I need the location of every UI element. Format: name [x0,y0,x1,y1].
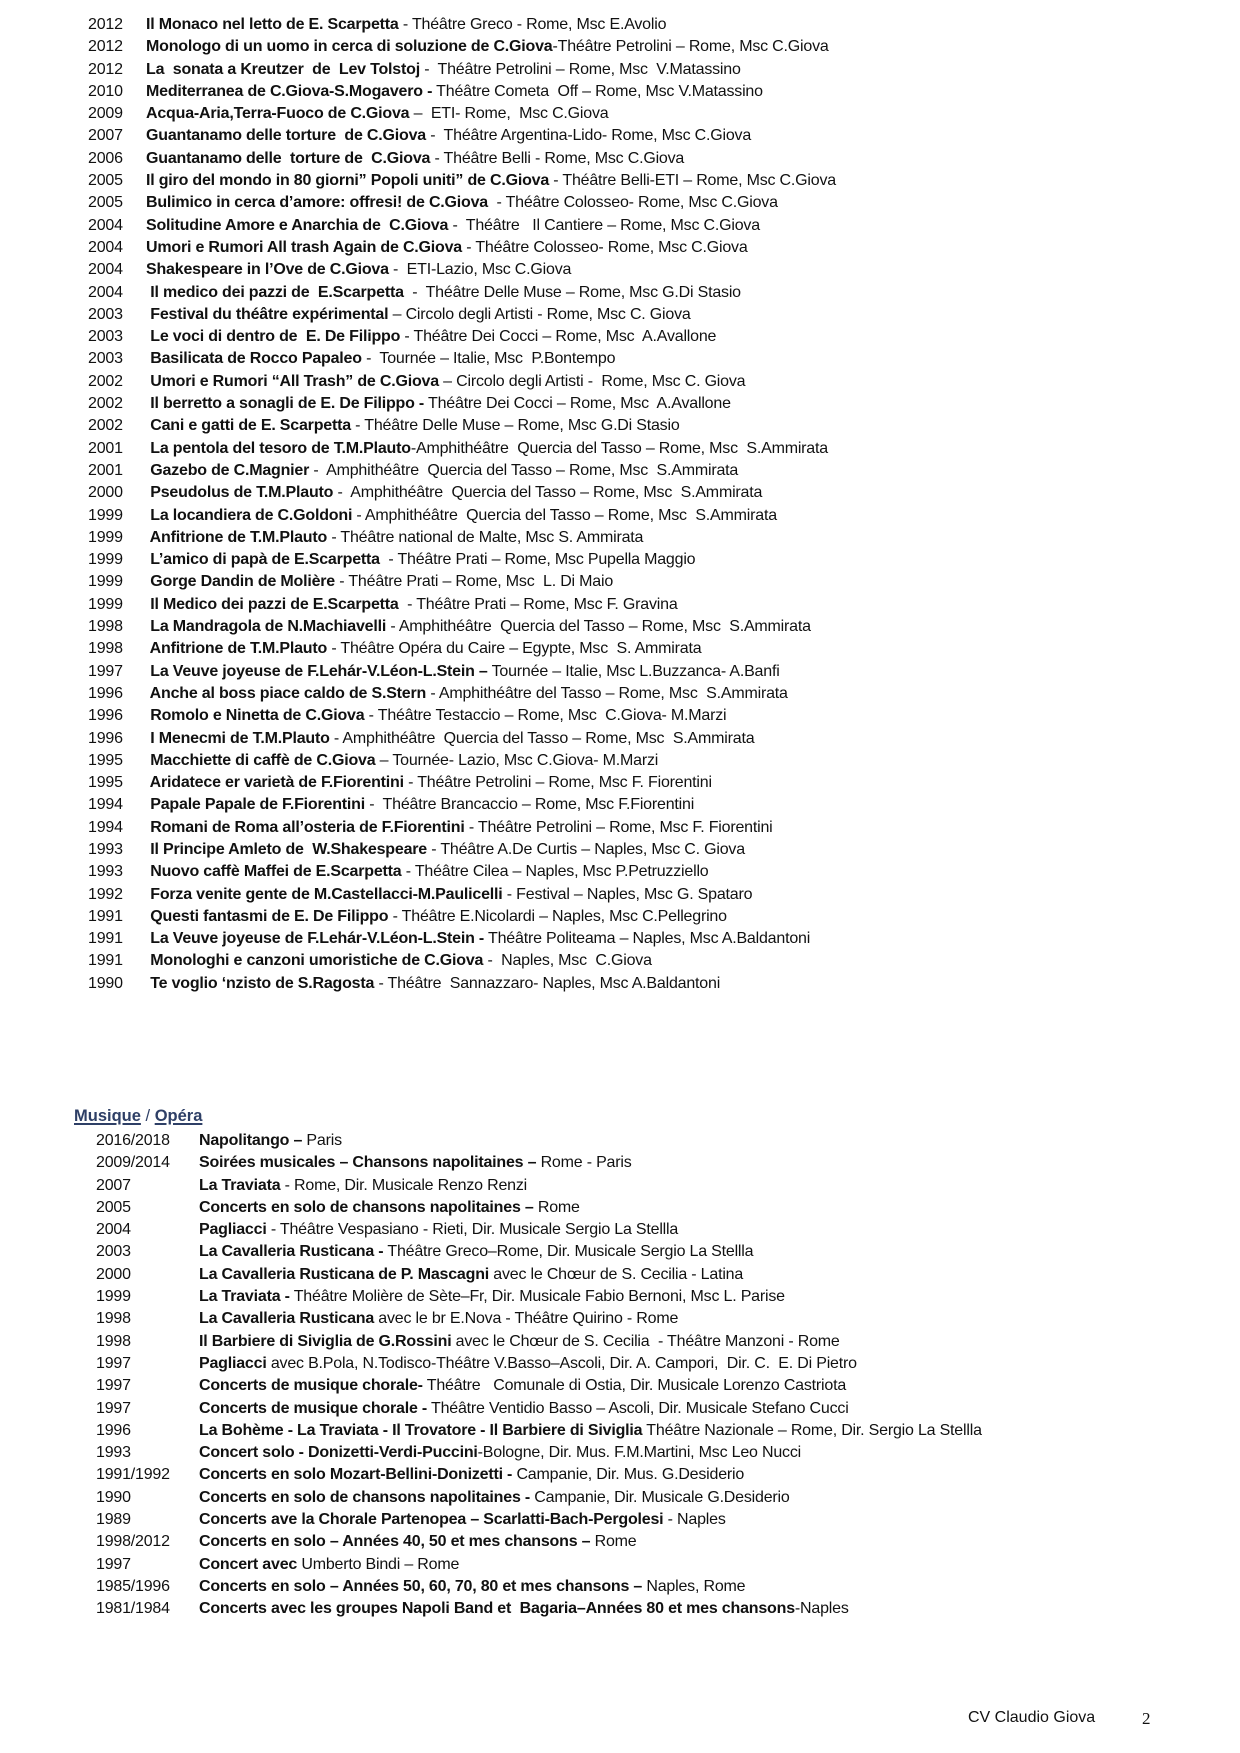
entry-details: - Théâtre Vespasiano - Rieti, Dir. Musicale Sergio La Stellla [266,1221,679,1239]
entry-title: Umori e Rumori “All Trash” de C.Giova [146,372,439,390]
entry-title: Concerts en solo – Années 50, 60, 70, 80 et mes chansons – [199,1577,643,1595]
entry-details: Naples, Rome [642,1577,746,1595]
list-item [96,1152,982,1174]
list-item [88,839,836,861]
list-item [96,1175,982,1197]
entry-details: - Théâtre Belli - Rome, Msc C.Giova [430,149,685,167]
entry-details: - Théâtre Greco - Rome, Msc E.Avolio [398,16,667,33]
list-item [88,192,836,214]
entry-details: avec le br E.Nova - Théâtre Quirino - Rome [374,1310,679,1328]
list-item [88,638,836,660]
list-item [96,1264,982,1286]
list-item [88,594,836,616]
entry-year: 1998 [96,1332,131,1350]
entry-details: Théâtre Comunale di Ostia, Dir. Musicale Lorenzo Castriota [422,1377,847,1395]
list-item [96,1241,982,1263]
list-item [88,482,836,504]
entry-title: Gazebo de C.Magnier [146,461,310,479]
list-item [96,1531,982,1553]
entry-title: La Cavalleria Rusticana de P. Mascagni [199,1265,490,1283]
entry-title: Acqua-Aria,Terra-Fuoco de C.Giova [146,105,410,123]
entry-details: – ETI- Rome, Msc C.Giova [409,105,609,123]
entry-details: - Théâtre national de Malte, Msc S. Ammirata [327,528,644,546]
entry-year: 1989 [96,1511,131,1529]
entry-year: 1999 [96,1288,131,1306]
entry-title: La Traviata [199,1176,281,1194]
entry-year: 1991 [88,930,123,948]
list-item [88,415,836,437]
entry-title: Questi fantasmi de E. De Filippo [146,907,389,925]
entry-details: - Théâtre E.Nicolardi – Naples, Msc C.Pellegrino [388,907,727,925]
entry-title: La locandiera de C.Goldoni [146,506,353,524]
entry-year: 1999 [88,573,123,591]
list-item [88,326,836,348]
entry-year: 1994 [88,796,123,814]
entry-year: 2016/2018 [96,1132,170,1149]
entry-title: Concert solo - Donizetti-Verdi-Puccini [199,1444,478,1462]
list-item [88,259,836,281]
entry-details: – Circolo degli Artisti - Rome, Msc C. Giova [388,305,691,323]
entry-details: - Théâtre Colosseo- Rome, Msc C.Giova [462,238,748,256]
entry-title: Concerts ave la Chorale Partenopea – Scarlatti-Bach-Pergolesi [199,1511,664,1529]
list-item [88,438,836,460]
entry-details: - Festival – Naples, Msc G. Spataro [502,885,753,903]
entry-title: La Cavalleria Rusticana [199,1310,375,1328]
entry-year: 2003 [88,305,123,323]
entry-details: Umberto Bindi – Rome [297,1555,460,1573]
entry-year: 1995 [88,774,123,792]
entry-year: 1981/1984 [96,1600,170,1618]
entry-year: 1992 [88,885,123,903]
entry-details: Théâtre Ventidio Basso – Ascoli, Dir. Musicale Stefano Cucci [427,1399,849,1417]
heading-opera: Opéra [154,1107,203,1125]
entry-year: 1996 [96,1421,131,1439]
entry-title: Solitudine Amore e Anarchia de C.Giova [146,216,449,234]
list-item [96,1130,982,1152]
page-footer [968,1709,1151,1728]
entry-year: 1993 [96,1444,131,1462]
entry-title: Pseudolus de T.M.Plauto [146,484,334,502]
entry-details: - Amphithéâtre Quercia del Tasso – Rome, Msc S.Ammirata [352,506,777,524]
entry-year: 1991 [88,907,123,925]
entry-title: Il giro del mondo in 80 giorni” Popoli uniti” de C.Giova [146,172,550,190]
entry-title: Concerts en solo de chansons napolitaines - [199,1488,531,1506]
entry-year: 2004 [88,261,123,279]
entry-details: - Théâtre Petrolini – Rome, Msc F. Fiorentini [464,818,773,836]
entry-year: 2004 [88,216,123,234]
list-item [88,59,836,81]
list-item [96,1331,982,1353]
list-item [88,14,836,36]
entry-details: -Amphithéâtre Quercia del Tasso – Rome, Msc S.Ammirata [410,439,828,457]
heading-separator: / [140,1107,155,1125]
entry-year: 2007 [88,127,123,145]
entry-year: 1998 [88,618,123,636]
entry-year: 1995 [88,751,123,769]
entry-year: 2002 [88,395,123,413]
list-item [96,1197,982,1219]
entry-year: 1991/1992 [96,1466,170,1484]
entry-details: Théâtre Politeama – Naples, Msc A.Baldantoni [484,930,811,948]
entry-year: 2010 [88,82,123,100]
entry-details: Rome - Paris [536,1154,632,1172]
list-item [88,304,836,326]
entry-details: - Amphithéâtre Quercia del Tasso – Rome, Msc S.Ammirata [329,729,755,747]
entry-details: avec le Chœur de S. Cecilia - Latina [489,1265,744,1283]
entry-details: - Théâtre Prati – Rome, Msc L. Di Maio [335,573,614,591]
list-item [88,973,836,995]
entry-title: Il medico dei pazzi de E.Scarpetta [146,283,404,301]
list-item [88,282,836,304]
list-item [88,705,836,727]
entry-year: 1997 [96,1399,131,1417]
entry-year: 2003 [88,328,123,346]
entry-year: 1993 [88,863,123,881]
entry-details: avec B.Pola, N.Todisco-Théâtre V.Basso–Ascoli, Dir. A. Campori, Dir. C. E. Di Pietro [266,1354,857,1372]
list-item [88,683,836,705]
entry-year: 1997 [96,1354,131,1372]
list-item [88,393,836,415]
entry-details: - Théâtre Prati – Rome, Msc Pupella Maggio [379,551,696,569]
entry-details: - Théâtre Argentina-Lido- Rome, Msc C.Giova [425,127,752,145]
entry-details: - Théâtre Testaccio – Rome, Msc C.Giova- M.Marzi [364,707,727,725]
entry-year: 1996 [88,729,123,747]
entry-details: - Théâtre Dei Cocci – Rome, Msc A.Avallone [400,328,717,346]
entry-year: 1994 [88,818,123,836]
list-item [96,1353,982,1375]
entry-year: 2003 [88,350,123,368]
entry-title: Gorge Dandin de Molière [146,573,336,591]
list-item [88,148,836,170]
entry-year: 2009/2014 [96,1154,170,1172]
entry-title: Il Principe Amleto de W.Shakespeare [146,840,427,858]
footer-label: CV Claudio Giova [968,1709,1096,1726]
entry-title: La Veuve joyeuse de F.Lehár-V.Léon-L.Stein - [146,930,485,948]
entry-year: 1999 [88,506,123,524]
entry-details: avec le Chœur de S. Cecilia - Théâtre Manzoni - Rome [451,1332,840,1350]
entry-title: La sonata a Kreutzer de Lev Tolstoj [146,60,420,78]
entry-details: - Théâtre Opéra du Caire – Egypte, Msc S. Ammirata [327,640,702,658]
entry-year: 1999 [88,595,123,613]
list-item [96,1509,982,1531]
list-item [88,750,836,772]
entry-details: - Théâtre Cilea – Naples, Msc P.Petruzziello [401,863,709,881]
list-item [88,549,836,571]
entry-title: Nuovo caffè Maffei de E.Scarpetta [146,863,402,881]
entry-title: Concerts en solo – Années 40, 50 et mes chansons – [199,1533,591,1551]
entry-year: 2000 [96,1265,131,1283]
entry-title: Le voci di dentro de E. De Filippo [146,328,401,346]
entry-details: - Théâtre Delle Muse – Rome, Msc G.Di Stasio [403,283,741,301]
entry-title: Monologhi e canzoni umoristiche de C.Giova [146,952,484,970]
entry-title: Forza venite gente de M.Castellacci-M.Paulicelli [146,885,503,903]
entry-title: Cani e gatti de E. Scarpetta [146,417,351,435]
entry-title: Napolitango – [199,1132,303,1149]
entry-year: 2004 [96,1221,131,1239]
entry-year: 2002 [88,417,123,435]
entry-details: - Théâtre Colosseo- Rome, Msc C.Giova [488,194,778,212]
entry-title: Aridatece er varietà de F.Fiorentini [146,774,404,792]
list-item [88,794,836,816]
entry-title: Umori e Rumori All trash Again de C.Giova [146,238,463,256]
entry-year: 2005 [88,172,123,190]
entry-title: Mediterranea de C.Giova-S.Mogavero - [146,82,433,100]
entry-title: Anfitrione de T.M.Plauto [146,528,328,546]
entry-title: Romani de Roma all’osteria de F.Fiorentini [146,818,465,836]
entry-title: La Traviata - [199,1288,290,1306]
entry-year: 1990 [88,974,123,992]
entry-details: Théâtre Dei Cocci – Rome, Msc A.Avallone [424,395,731,413]
entry-details: - Théâtre Prati – Rome, Msc F. Gravina [398,595,678,613]
entry-title: Soirées musicales – Chansons napolitaines – [199,1154,537,1172]
entry-title: Il berretto a sonagli de E. De Filippo - [146,395,425,413]
entry-title: Il Barbiere di Siviglia de G.Rossini [199,1332,452,1350]
entry-year: 1996 [88,684,123,702]
entry-title: Shakespeare in l’Ove de C.Giova [146,261,389,279]
entry-title: Anche al boss piace caldo de S.Stern [146,684,427,702]
entry-title: Bulimico in cerca d’amore: offresi! de C.Giova [146,194,489,212]
list-item [88,950,836,972]
music-section-heading [74,1107,202,1126]
entry-year: 2009 [88,105,123,123]
list-item [88,348,836,370]
list-item [88,215,836,237]
page-number: 2 [1142,1709,1151,1728]
list-item [88,817,836,839]
entry-title: La Bohème - La Traviata - Il Trovatore - Il Barbiere di Siviglia [199,1421,643,1439]
entry-year: 2001 [88,461,123,479]
list-item [96,1598,982,1620]
entry-details: - Théâtre Belli-ETI – Rome, Msc C.Giova [549,172,836,190]
entry-title: Concert avec [199,1555,298,1573]
list-item [88,103,836,125]
list-item [96,1554,982,1576]
entry-year: 1999 [88,551,123,569]
entry-year: 2007 [96,1176,131,1194]
list-item [96,1464,982,1486]
entry-year: 2004 [88,238,123,256]
list-item [96,1442,982,1464]
entry-details: - Théâtre A.De Curtis – Naples, Msc C. Giova [427,840,745,858]
entry-details: - Théâtre Petrolini – Rome, Msc V.Matassino [419,60,741,78]
entry-title: Te voglio ‘nzisto de S.Ragosta [146,974,375,992]
entry-title: La Mandragola de N.Machiavelli [146,618,387,636]
list-item [88,125,836,147]
list-item [88,661,836,683]
list-item [96,1398,982,1420]
entry-year: 1996 [88,707,123,725]
entry-title: Festival du théâtre expérimental [146,305,389,323]
list-item [88,36,836,58]
entry-details: -Théâtre Petrolini – Rome, Msc C.Giova [552,38,829,56]
list-item [96,1420,982,1442]
entry-title: I Menecmi de T.M.Plauto [146,729,330,747]
entry-details: - Rome, Dir. Musicale Renzo Renzi [280,1176,528,1194]
entry-details: Théâtre Nazionale – Rome, Dir. Sergio La Stellla [642,1421,982,1439]
entry-title: Pagliacci [199,1354,267,1372]
list-item [96,1487,982,1509]
music-entries-list [96,1130,982,1621]
list-item [88,906,836,928]
entry-year: 1999 [88,528,123,546]
entry-details: - ETI-Lazio, Msc C.Giova [388,261,572,279]
theatre-entries-list [88,14,836,995]
entry-year: 2004 [88,283,123,301]
list-item [88,772,836,794]
entry-year: 1990 [96,1488,131,1506]
entry-details: -Bologne, Dir. Mus. F.M.Martini, Msc Leo Nucci [477,1444,801,1462]
entry-year: 2003 [96,1243,131,1261]
entry-title: Concerts en solo Mozart-Bellini-Donizetti - [199,1466,513,1484]
entry-details: - Naples, Msc C.Giova [483,952,652,970]
entry-details: Tournée – Italie, Msc L.Buzzanca- A.Banfi [487,662,780,680]
list-item [88,861,836,883]
entry-title: Concerts avec les groupes Napoli Band et Bagaria–Années 80 et mes chansons [199,1600,795,1618]
list-item [88,728,836,750]
entry-year: 2012 [88,38,123,56]
entry-year: 1993 [88,840,123,858]
entry-title: Il Monaco nel letto de E. Scarpetta [146,16,399,33]
list-item [96,1576,982,1598]
entry-year: 2006 [88,149,123,167]
entry-details: Théâtre Cometa Off – Rome, Msc V.Matassino [432,82,763,100]
entry-title: Il Medico dei pazzi de E.Scarpetta [146,595,399,613]
list-item [88,928,836,950]
entry-title: Anfitrione de T.M.Plauto [146,640,328,658]
entry-title: Concerts de musique chorale - [199,1399,428,1417]
entry-details: Paris [302,1132,342,1149]
entry-year: 1997 [88,662,123,680]
entry-title: L’amico di papà de E.Scarpetta [146,551,380,569]
entry-title: La Veuve joyeuse de F.Lehár-V.Léon-L.Stein – [146,662,488,680]
entry-year: 1997 [96,1377,131,1395]
entry-details: - Théâtre Petrolini – Rome, Msc F. Fiorentini [403,774,712,792]
entry-title: Concerts de musique chorale- [199,1377,423,1395]
list-item [88,527,836,549]
entry-year: 1998 [96,1310,131,1328]
entry-year: 2005 [88,194,123,212]
entry-year: 1998 [88,640,123,658]
entry-details: – Tournée- Lazio, Msc C.Giova- M.Marzi [375,751,659,769]
entry-details: - Théâtre Delle Muse – Rome, Msc G.Di Stasio [350,417,680,435]
entry-details: - Amphithéâtre del Tasso – Rome, Msc S.Ammirata [426,684,788,702]
entry-details: -Naples [794,1600,849,1618]
entry-title: La pentola del tesoro de T.M.Plauto [146,439,411,457]
entry-year: 2002 [88,372,123,390]
list-item [88,505,836,527]
entry-year: 2000 [88,484,123,502]
entry-details: – Circolo degli Artisti - Rome, Msc C. Giova [438,372,746,390]
list-item [88,81,836,103]
entry-details: - Tournée – Italie, Msc P.Bontempo [361,350,616,368]
entry-details: - Amphithéâtre Quercia del Tasso – Rome, Msc S.Ammirata [386,618,811,636]
list-item [96,1308,982,1330]
entry-title: Basilicata de Rocco Papaleo [146,350,362,368]
list-item [96,1219,982,1241]
list-item [88,170,836,192]
list-item [96,1286,982,1308]
entry-details: Théâtre Greco–Rome, Dir. Musicale Sergio La Stellla [383,1243,754,1261]
list-item [88,371,836,393]
entry-details: Campanie, Dir. Musicale G.Desiderio [530,1488,790,1506]
entry-details: Rome [533,1198,580,1216]
entry-details: - Amphithéâtre Quercia del Tasso – Rome, Msc S.Ammirata [333,484,763,502]
entry-details: Campanie, Dir. Mus. G.Desiderio [512,1466,745,1484]
entry-details: Théâtre Molière de Sète–Fr, Dir. Musicale Fabio Bernoni, Msc L. Parise [289,1288,785,1306]
entry-year: 2012 [88,60,123,78]
list-item [88,460,836,482]
list-item [88,616,836,638]
entry-details: Rome [590,1533,637,1551]
entry-year: 1985/1996 [96,1577,170,1595]
entry-title: Monologo di un uomo in cerca di soluzione de C.Giova [146,38,553,56]
entry-title: La Cavalleria Rusticana - [199,1243,384,1261]
entry-details: - Théâtre Sannazzaro- Naples, Msc A.Baldantoni [374,974,721,992]
heading-musique: Musique [74,1107,141,1125]
entry-title: Guantanamo delle torture de C.Giova [146,149,431,167]
entry-details: - Théâtre Brancaccio – Rome, Msc F.Fiorentini [364,796,695,814]
list-item [88,884,836,906]
entry-year: 2001 [88,439,123,457]
entry-title: Macchiette di caffè de C.Giova [146,751,376,769]
entry-year: 1997 [96,1555,131,1573]
entry-title: Concerts en solo de chansons napolitaines – [199,1198,534,1216]
entry-details: - Naples [663,1511,726,1529]
entry-title: Romolo e Ninetta de C.Giova [146,707,365,725]
entry-year: 1991 [88,952,123,970]
entry-year: 1998/2012 [96,1533,170,1551]
list-item [96,1375,982,1397]
list-item [88,237,836,259]
entry-details: - Amphithéâtre Quercia del Tasso – Rome, Msc S.Ammirata [309,461,739,479]
entry-year: 2005 [96,1198,131,1216]
entry-title: Papale Papale de F.Fiorentini [146,796,365,814]
entry-title: Pagliacci [199,1221,267,1239]
list-item [88,571,836,593]
entry-title: Guantanamo delle torture de C.Giova [146,127,426,145]
entry-year: 2012 [88,16,123,33]
entry-details: - Théâtre Il Cantiere – Rome, Msc C.Giova [448,216,760,234]
